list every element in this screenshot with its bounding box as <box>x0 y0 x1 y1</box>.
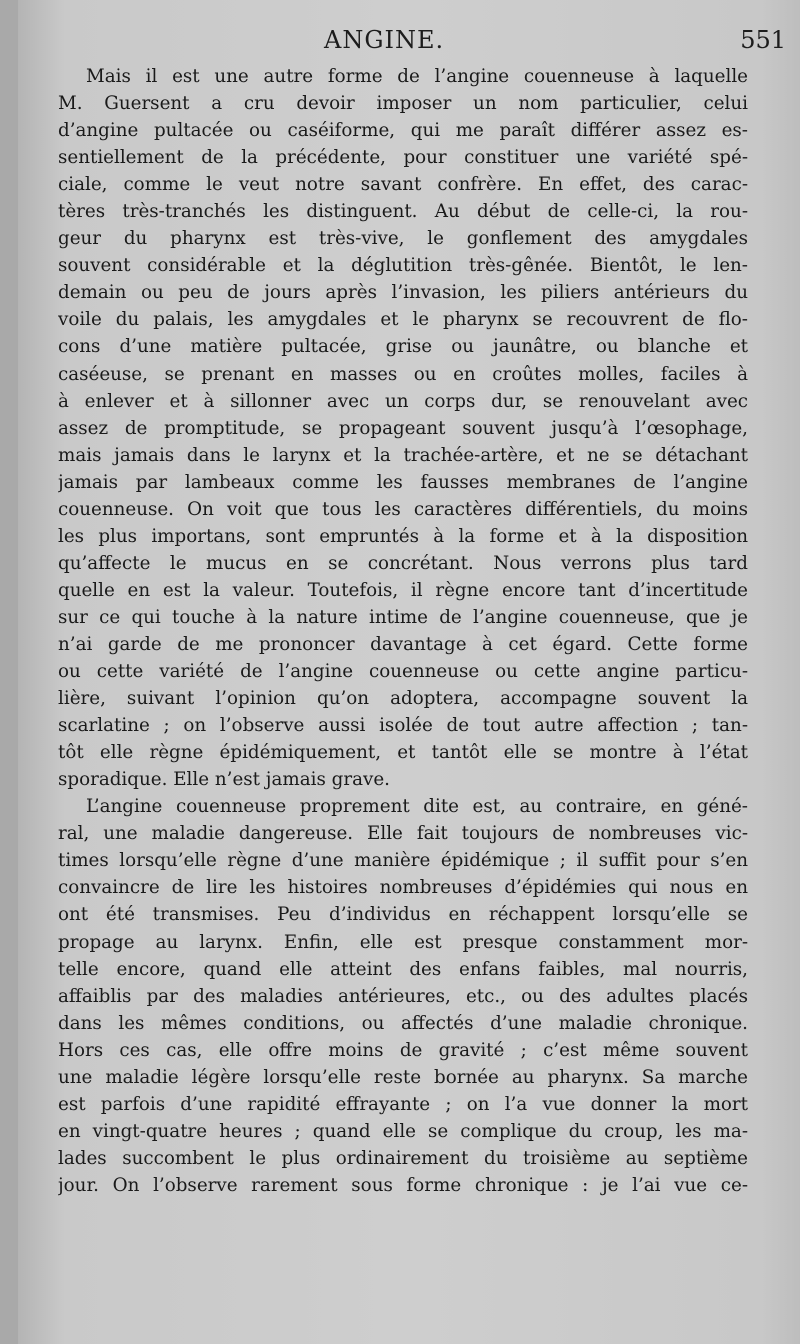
text-line: telle encore, quand elle atteint des enfans faibles, mal nourris, <box>58 958 748 980</box>
text-line: jour. On l’observe rarement sous forme chronique : je l’ai vue ce- <box>58 1174 748 1196</box>
text-line: caséeuse, se prenant en masses ou en croûtes molles, faciles à <box>58 363 748 385</box>
book-page <box>18 0 800 1344</box>
text-line: quelle en est la valeur. Toutefois, il règne encore tant d’incertitude <box>58 579 748 601</box>
page-number: 551 <box>740 26 786 54</box>
text-line: souvent considérable et la déglutition très-gênée. Bientôt, le len- <box>58 255 748 277</box>
text-line: Hors ces cas, elle offre moins de gravité ; c’est même souvent <box>58 1039 748 1061</box>
text-line: tères très-tranchés les distinguent. Au début de celle-ci, la rou- <box>58 201 748 223</box>
text-line: sporadique. Elle n’est jamais grave. <box>58 769 390 791</box>
text-line: n’ai garde de me prononcer davantage à cet égard. Cette forme <box>58 633 748 655</box>
paragraph-1 <box>58 63 748 793</box>
text-line: L’angine couenneuse proprement dite est, au contraire, en géné- <box>86 796 748 818</box>
text-line: à enlever et à sillonner avec un corps dur, se renouvelant avec <box>58 390 748 412</box>
text-line: mais jamais dans le larynx et la trachée-artère, et ne se détachant <box>58 444 748 466</box>
text-line: tôt elle règne épidémiquement, et tantôt elle se montre à l’état <box>58 742 748 764</box>
paragraph-2 <box>58 793 748 1199</box>
text-line: en vingt-quatre heures ; quand elle se complique du croup, les ma- <box>58 1120 748 1142</box>
text-line: les plus importans, sont empruntés à la forme et à la disposition <box>58 525 748 547</box>
text-line: d’angine pultacée ou caséiforme, qui me paraît différer assez es- <box>58 120 748 142</box>
text-line: times lorsqu’elle règne d’une manière épidémique ; il suffit pour s’en <box>58 850 748 872</box>
text-line: convaincre de lire les histoires nombreuses d’épidémies qui nous en <box>58 877 748 899</box>
page-header <box>18 26 800 56</box>
running-title: ANGINE. <box>324 26 445 54</box>
text-line: est parfois d’une rapidité effrayante ; on l’a vue donner la mort <box>58 1093 748 1115</box>
body-text <box>58 63 748 1199</box>
text-line: affaiblis par des maladies antérieures, etc., ou des adultes placés <box>58 985 748 1007</box>
text-line: ont été transmises. Peu d’individus en réchappent lorsqu’elle se <box>58 904 748 926</box>
text-line: couenneuse. On voit que tous les caractères différentiels, du moins <box>58 498 748 520</box>
text-line: M. Guersent a cru devoir imposer un nom particulier, celui <box>58 93 748 115</box>
text-line: ral, une maladie dangereuse. Elle fait toujours de nombreuses vic- <box>58 823 748 845</box>
text-line: dans les mêmes conditions, ou affectés d’une maladie chronique. <box>58 1012 748 1034</box>
text-line: qu’affecte le mucus en se concrétant. Nous verrons plus tard <box>58 552 748 574</box>
text-line: scarlatine ; on l’observe aussi isolée de tout autre affection ; tan- <box>58 715 748 737</box>
text-line: une maladie légère lorsqu’elle reste bornée au pharynx. Sa marche <box>58 1066 748 1088</box>
text-line: sur ce qui touche à la nature intime de l’angine couenneuse, que je <box>58 606 748 628</box>
text-line: lades succombent le plus ordinairement du troisième au septième <box>58 1147 748 1169</box>
text-line: sentiellement de la précédente, pour constituer une variété spé- <box>58 147 748 169</box>
text-line: propage au larynx. Enfin, elle est presque constamment mor- <box>58 931 748 953</box>
text-line: ou cette variété de l’angine couenneuse ou cette angine particu- <box>58 661 748 683</box>
text-line: ciale, comme le veut notre savant confrère. En effet, des carac- <box>58 174 748 196</box>
text-line: assez de promptitude, se propageant souvent jusqu’à l’œsophage, <box>58 417 748 439</box>
text-line: demain ou peu de jours après l’invasion, les piliers antérieurs du <box>58 282 748 304</box>
text-line: jamais par lambeaux comme les fausses membranes de l’angine <box>58 471 748 493</box>
text-line: Mais il est une autre forme de l’angine couenneuse à laquelle <box>86 66 748 87</box>
text-line: geur du pharynx est très-vive, le gonflement des amygdales <box>58 228 748 250</box>
text-line: cons d’une matière pultacée, grise ou jaunâtre, ou blanche et <box>58 336 748 358</box>
text-line: lière, suivant l’opinion qu’on adoptera, accompagne souvent la <box>58 688 748 710</box>
text-line: voile du palais, les amygdales et le pharynx se recouvrent de flo- <box>58 309 748 331</box>
